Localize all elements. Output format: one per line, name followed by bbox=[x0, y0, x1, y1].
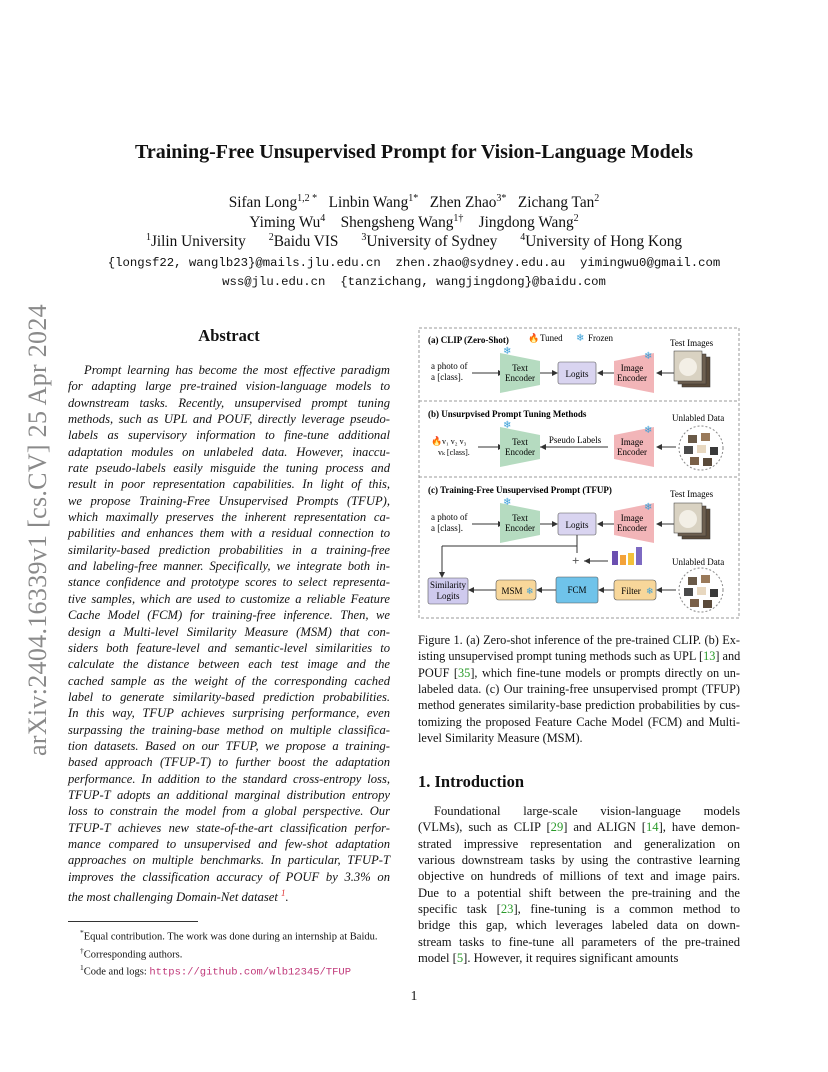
snowflake-icon: ❄ bbox=[576, 333, 585, 344]
fcm-label: FCM bbox=[567, 585, 587, 595]
text-encoder-label: Encoder bbox=[505, 447, 535, 457]
similarity-label: Similarity bbox=[430, 580, 466, 590]
abstract-heading: Abstract bbox=[198, 326, 260, 345]
author: Shengsheng Wang bbox=[340, 214, 454, 232]
legend-tuned: Tuned bbox=[540, 333, 563, 343]
arrow-head bbox=[552, 370, 558, 376]
author: Linbin Wang bbox=[328, 194, 409, 212]
footnote-1 bbox=[68, 926, 398, 944]
author-aff: 1,2 * bbox=[297, 193, 318, 204]
text-encoder-label: Text bbox=[512, 437, 528, 447]
text-line: isting unsupervised prompt tuning methods such as UPL [13] and bbox=[418, 649, 741, 664]
author-aff: 1* bbox=[408, 193, 419, 204]
citation[interactable]: 29 bbox=[550, 820, 564, 835]
text-line: mance compared to unsupervised and few-shot adaptation bbox=[68, 836, 390, 851]
page-number: 1 bbox=[410, 988, 418, 1003]
text-line: tive samples, which are used to customize a reliable Feature bbox=[68, 591, 390, 606]
abstract-tail: . bbox=[285, 890, 289, 905]
citation[interactable]: 5 bbox=[456, 951, 464, 966]
text-line: improves the classification accuracy of POUF by 3.3% on bbox=[68, 869, 390, 884]
author: Sifan Long bbox=[228, 194, 298, 212]
unlabeled-data-label: Unlabled Data bbox=[672, 413, 725, 423]
affiliation: Baidu VIS bbox=[273, 233, 339, 251]
similarity-label: Logits bbox=[436, 591, 460, 601]
text-line: similarity-based prediction probabilities in a training-free bbox=[68, 542, 390, 557]
snowflake-icon: ❄ bbox=[644, 351, 653, 362]
aff-num: 3 bbox=[361, 232, 367, 243]
unlabeled-data-label: Unlabled Data bbox=[672, 557, 725, 567]
aff-num: 1 bbox=[145, 232, 151, 243]
footnote-rule bbox=[68, 921, 198, 922]
test-images-stack bbox=[674, 351, 710, 387]
arrow-head bbox=[536, 587, 542, 593]
text-line: Cache Model (FCM) for training-free inference. Then, we bbox=[68, 608, 390, 623]
affiliation: University of Sydney bbox=[366, 233, 498, 251]
text-line: rate pseudo-labels easily misguide the tuning process and bbox=[68, 461, 390, 476]
flame-icon: 🔥 bbox=[528, 333, 540, 343]
arrow-head bbox=[656, 521, 662, 527]
footnote-mark: † bbox=[80, 945, 84, 955]
author-line-1 bbox=[0, 193, 828, 212]
footnote-mark: * bbox=[80, 928, 84, 937]
text-line: objective on hundreds of millions of text and image pairs. bbox=[418, 869, 740, 884]
text-line: POUF [35], which fine-tune models or prompts directly on un- bbox=[418, 665, 740, 680]
text-encoder-label: Encoder bbox=[505, 373, 535, 383]
probability-bars bbox=[612, 547, 642, 565]
author: Zichang Tan bbox=[517, 194, 595, 212]
text-line: bridge this gap, which leverages labeled data on down- bbox=[418, 918, 740, 933]
citation[interactable]: 23 bbox=[500, 902, 514, 917]
code-link[interactable]: https://github.com/wlb12345/TFUP bbox=[149, 966, 352, 979]
footnotes bbox=[68, 926, 398, 980]
intro-heading: 1. Introduction bbox=[418, 772, 525, 791]
arrow-head bbox=[597, 521, 603, 527]
arxiv-stamp-text: arXiv:2404.16339v1 [cs.CV] 25 Apr 2024 bbox=[23, 304, 52, 756]
test-images-label: Test Images bbox=[670, 338, 714, 348]
unlabeled-data-circle bbox=[679, 426, 723, 470]
text-line: cached sample as the weight of the corresponding cached bbox=[68, 673, 390, 688]
citation[interactable]: 14 bbox=[646, 820, 659, 835]
text-line: and labeling-free manner. Specifically, we integrate both in- bbox=[68, 559, 390, 574]
panel-b-prompt: v₁ v₂ v₃ bbox=[442, 437, 467, 446]
footnote-text: Equal contribution. The work was done during an internship at Baidu. bbox=[83, 931, 378, 943]
text-line: siders both feature-level and semantic-level similarities to bbox=[68, 640, 390, 655]
affiliation: Jilin University bbox=[150, 233, 246, 251]
author: Yiming Wu bbox=[249, 214, 321, 232]
affiliation: University of Hong Kong bbox=[525, 233, 683, 251]
emails-line-1: {longsf22, wanglb23}@mails.jlu.edu.cn zhen.zhao@sydney.edu.au yimingwu0@gmail.com bbox=[107, 256, 721, 270]
paper-title: Training-Free Unsupervised Prompt for Vision-Language Models bbox=[135, 141, 693, 163]
arrow-head bbox=[598, 587, 604, 593]
snowflake-icon: ❄ bbox=[503, 346, 512, 357]
text-encoder-label: Encoder bbox=[505, 523, 535, 533]
footnote-ref[interactable]: 1 bbox=[281, 888, 286, 898]
logits-label: Logits bbox=[565, 520, 589, 530]
text-line: (VLMs), such as CLIP [29] and ALIGN [14], have demon- bbox=[418, 820, 740, 835]
text-line: adaptation modules on unlabeled data. However, inaccu- bbox=[68, 444, 390, 459]
text-line: method generates similarity-base prediction probabilities by cus- bbox=[418, 698, 740, 713]
abstract-body bbox=[68, 362, 390, 905]
text-line: labels as supervisory information to fine-tune additional bbox=[68, 428, 390, 443]
arrow-head bbox=[656, 587, 662, 593]
snowflake-icon: ❄ bbox=[503, 497, 512, 508]
image-encoder-label: Encoder bbox=[617, 523, 647, 533]
text-line: downstream tasks. Recently, unsupervised prompt tuning bbox=[68, 395, 390, 410]
text-line: Figure 1. (a) Zero-shot inference of the pre-trained CLIP. (b) Ex- bbox=[418, 633, 740, 647]
arrow-head bbox=[552, 521, 558, 527]
text-line: strated impressive representation and generalization on bbox=[418, 836, 740, 851]
arxiv-stamp bbox=[18, 290, 58, 770]
text-line: Due to a potential shift between the pre-training and the bbox=[418, 885, 740, 900]
image-encoder-label: Encoder bbox=[617, 373, 647, 383]
filter-label: Filter bbox=[621, 586, 641, 596]
logits-label: Logits bbox=[565, 369, 589, 379]
text-line: methods, such as UPL and POUF, directly leverage pseudo- bbox=[68, 412, 390, 427]
footnote-text: Corresponding authors. bbox=[83, 949, 183, 960]
text-encoder-label: Text bbox=[512, 363, 528, 373]
text-line: TFUP-T adopts an additional marginal distribution entropy bbox=[68, 787, 390, 802]
text-line: which maximally preserves the inherent representation ca- bbox=[68, 510, 390, 525]
arrow-head bbox=[656, 370, 662, 376]
image-encoder-label: Encoder bbox=[617, 447, 647, 457]
snowflake-icon: ❄ bbox=[646, 586, 654, 596]
citation[interactable]: 35 bbox=[458, 665, 471, 680]
test-images-label: Test Images bbox=[670, 489, 714, 499]
intro-body bbox=[418, 803, 740, 966]
panel-b-title: (b) Unsurpvised Prompt Tuning Methods bbox=[428, 409, 587, 419]
text-line: pabilities and enhances them with a residual connection to bbox=[68, 526, 390, 541]
author-line-2 bbox=[0, 213, 828, 232]
panel-a-title: (a) CLIP (Zero-Shot) bbox=[428, 335, 509, 345]
text-line: calculate the distance between each test image and the bbox=[68, 657, 390, 672]
test-images-stack bbox=[674, 503, 710, 539]
pseudo-labels: Pseudo Labels bbox=[548, 435, 602, 445]
figure-1 bbox=[418, 327, 740, 619]
affiliations bbox=[0, 232, 828, 251]
arrow-head bbox=[597, 370, 603, 376]
text-line: tomizing the proposed Feature Cache Model (FCM) and Multi- bbox=[418, 714, 740, 729]
text-line: based approach (TFUP-T) to further boost the adaptation bbox=[68, 755, 390, 770]
author: Zhen Zhao bbox=[429, 194, 497, 212]
footnote-2 bbox=[68, 944, 398, 962]
snowflake-icon: ❄ bbox=[644, 425, 653, 436]
flame-icon: 🔥 bbox=[431, 436, 443, 446]
text-line: the most challenging Domain-Net dataset $^1$. bbox=[68, 888, 289, 905]
text-line: tion datasets. Based on our TFUP, we propose a training- bbox=[68, 738, 390, 753]
arrow-head bbox=[540, 444, 546, 450]
snowflake-icon: ❄ bbox=[644, 502, 653, 513]
unlabeled-data-circle bbox=[679, 568, 723, 612]
msm-label: MSM bbox=[501, 586, 523, 596]
author-aff: 1† bbox=[453, 213, 464, 224]
text-line: label to generate similarity-based prediction probabilities. bbox=[68, 689, 390, 704]
text-line: result in poor representation capabilities. In light of this, bbox=[68, 477, 390, 492]
text-line: stance confidence and prototype scores to select representa- bbox=[68, 575, 390, 590]
aff-num: 4 bbox=[520, 232, 526, 243]
snowflake-icon: ❄ bbox=[526, 586, 534, 596]
citation[interactable]: 13 bbox=[703, 649, 716, 664]
emails-line-2: wss@jlu.edu.cn {tanzichang, wangjingdong}@baidu.com bbox=[222, 275, 606, 289]
text-line: performance. In addition to the standard cross-entropy loss, bbox=[68, 771, 390, 786]
arrow-head bbox=[656, 444, 662, 450]
text-line: specific task [23], fine-tuning is a common method to bbox=[418, 902, 741, 917]
text-line: approaches on multiple benchmarks. In particular, TFUP-T bbox=[68, 853, 390, 868]
author-aff: 3* bbox=[496, 193, 507, 204]
author: Jingdong Wang bbox=[478, 214, 574, 232]
author-aff: 2 bbox=[573, 213, 579, 224]
panel-c-prompt: a [class]. bbox=[431, 523, 463, 533]
panel-a-prompt: a [class]. bbox=[431, 372, 463, 382]
footnote-mark: 1 bbox=[80, 963, 84, 972]
image-encoder-label: Image bbox=[620, 363, 644, 373]
text-line: for adapting large pre-trained vision-language models to bbox=[68, 379, 390, 394]
text-line: loss to constrain the model from a global perspective. Our bbox=[68, 804, 390, 819]
text-line: level Similarity Measure (MSM). bbox=[418, 731, 583, 746]
text-line: In this way, TFUP achieves surprising performance, even bbox=[68, 706, 390, 721]
panel-c-prompt: a photo of bbox=[431, 512, 468, 522]
text-encoder-label: Text bbox=[512, 513, 528, 523]
aff-num: 2 bbox=[268, 232, 274, 243]
text-line: various downstream tasks by using the contrastive learning bbox=[418, 853, 740, 868]
footnote-text: Code and logs: bbox=[83, 966, 150, 978]
author-aff: 4 bbox=[320, 213, 326, 224]
panel-a-prompt: a photo of bbox=[431, 361, 468, 371]
snowflake-icon: ❄ bbox=[503, 420, 512, 431]
text-line: design a Multi-level Similarity Measure (MSM) that con- bbox=[68, 624, 390, 639]
plus-icon: + bbox=[572, 553, 580, 568]
arrow-head bbox=[584, 558, 590, 564]
footnote-3 bbox=[68, 961, 398, 980]
panel-c-title: (c) Training-Free Unsupervised Prompt (TFUP) bbox=[428, 485, 612, 495]
image-encoder-label: Image bbox=[620, 437, 644, 447]
image-encoder-label: Image bbox=[620, 513, 644, 523]
text-line: Foundational large-scale vision-language models bbox=[434, 804, 740, 818]
text-line: model [5]. However, it requires significant amounts bbox=[418, 951, 679, 966]
figure-caption bbox=[418, 632, 740, 746]
text-line: surpassing the training-base method on multiple classifica- bbox=[68, 722, 390, 737]
author-aff: 2 bbox=[594, 193, 600, 204]
legend-frozen: Frozen bbox=[588, 333, 613, 343]
text-line: Prompt learning has become the most effective paradigm bbox=[84, 363, 390, 377]
text-line: labeled data. (c) Our training-free unsupervised prompt (TFUP) bbox=[418, 682, 740, 697]
arrow-head bbox=[468, 587, 474, 593]
arrow-head bbox=[439, 572, 445, 578]
text-line: TFUP-T achieves new state-of-the-art classification perfor- bbox=[68, 820, 390, 835]
text-line: stream tasks to fine-tune all parameters of the pre-trained bbox=[418, 934, 740, 949]
panel-b-prompt: vₖ [class]. bbox=[438, 448, 470, 457]
text-line: we propose Training-Free Unsupervised Prompts (TFUP), bbox=[68, 493, 390, 508]
